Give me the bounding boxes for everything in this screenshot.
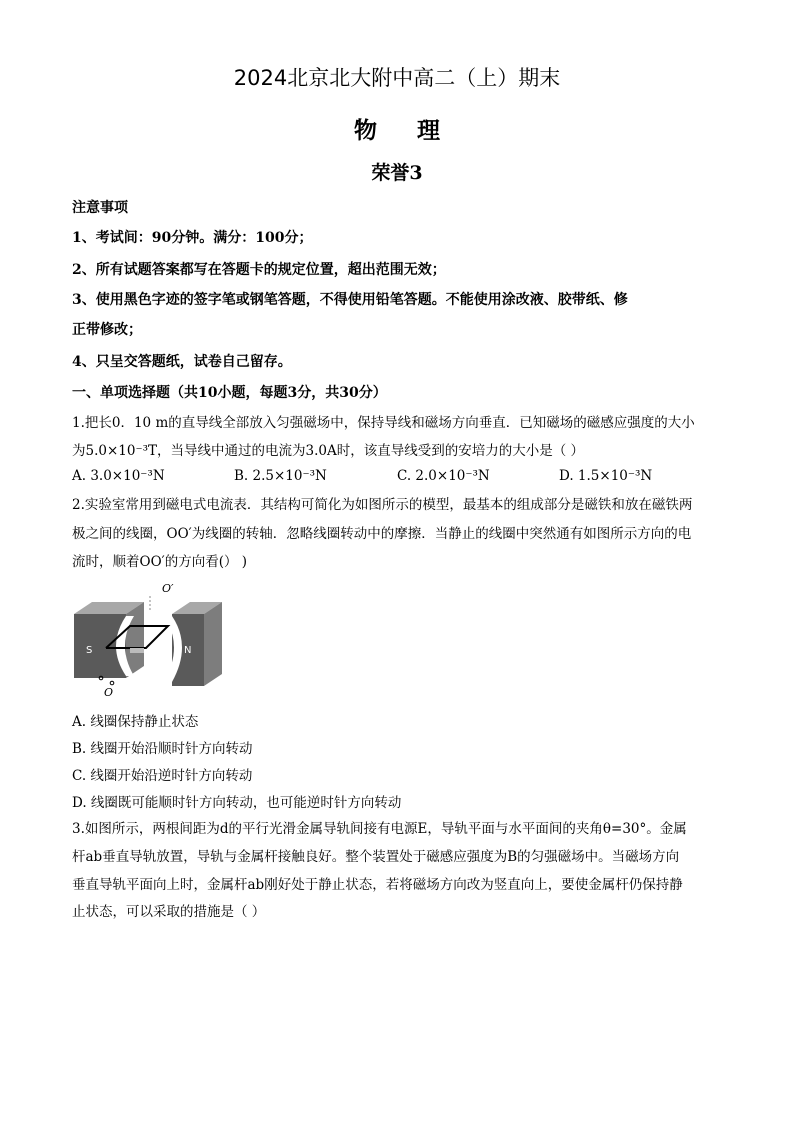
q3-text-line: 3.如图所示，两根间距为d的平行光滑金属导轨间接有电源E，导轨平面与水平面间的夹角θ=30°。金属 (72, 821, 687, 837)
q3-text-line: 垂直导轨平面向上时，金属杆ab刚好处于静止状态，若将磁场方向改为竖直向上，要使金属杆仍保持静 (72, 877, 683, 893)
section-heading: 一、单项选择题（共10小题，每题3分，共30分） (72, 385, 387, 401)
notice-item: 正带修改； (72, 322, 142, 338)
notice-item: 2、所有试题答案都写在答题卡的规定位置，超出范围无效； (72, 262, 446, 278)
axis-bottom-label: O (104, 686, 114, 699)
pole-s-label: S (86, 645, 93, 656)
q2-option-a: A. 线圈保持静止状态 (72, 714, 199, 730)
q1-option-b: B. 2.5×10⁻³N (234, 468, 327, 484)
q2-text-line: 流时，顺着OO′的方向看(） ) (72, 554, 248, 570)
notice-item: 3、使用黑色字迹的签字笔或钢笔答题，不得使用铅笔答题。不能使用涂改液、胶带纸、修 (72, 292, 628, 308)
exam-edition: 荣誉3 (371, 162, 423, 184)
axis-dot (110, 681, 114, 685)
q1-option-a: A. 3.0×10⁻³N (72, 468, 165, 484)
notice-heading: 注意事项 (72, 200, 128, 216)
q1-option-c: C. 2.0×10⁻³N (397, 468, 490, 484)
axis-top-label: O′ (162, 582, 174, 595)
right-magnet-side (204, 602, 222, 686)
coil-core (130, 648, 144, 653)
q3-text-line: 止状态，可以采取的措施是（ ） (72, 904, 266, 920)
q2-option-d: D. 线圈既可能顺时针方向转动，也可能逆时针方向转动 (72, 795, 402, 811)
notice-item: 1、考试间：90分钟。满分：100分； (72, 230, 313, 246)
pole-n-label: N (184, 645, 192, 656)
q1-option-d: D. 1.5×10⁻³N (559, 468, 653, 484)
q2-text-line: 2.实验室常用到磁电式电流表．其结构可简化为如图所示的模型，最基本的组成部分是磁铁和放在磁铁两 (72, 497, 693, 513)
q2-option-b: B. 线圈开始沿顺时针方向转动 (72, 741, 253, 757)
q3-text-line: 杆ab垂直导轨放置，导轨与金属杆接触良好。整个装置处于磁感应强度为B的匀强磁场中。当磁场方向 (72, 849, 680, 865)
q2-text-line: 极之间的线圈，OO′为线圈的转轴．忽略线圈转动中的摩擦．当静止的线圈中突然通有如图所示方向的电 (72, 526, 692, 542)
q1-text-line: 为5.0×10⁻³T，当导线中通过的电流为3.0A时，该直导线受到的安培力的大小是（ ） (72, 443, 585, 459)
notice-item: 4、只呈交答题纸，试卷自己留存。 (72, 354, 292, 370)
exam-title: 2024北京北大附中高二（上）期末 (233, 66, 561, 90)
exam-subject: 物理 (354, 117, 480, 144)
q1-text-line: 1.把长0．10 m的直导线全部放入匀强磁场中，保持导线和磁场方向垂直．已知磁场的磁感应强度的大小 (72, 415, 695, 431)
galvanometer-figure (72, 582, 232, 700)
q2-option-c: C. 线圈开始沿逆时针方向转动 (72, 768, 253, 784)
